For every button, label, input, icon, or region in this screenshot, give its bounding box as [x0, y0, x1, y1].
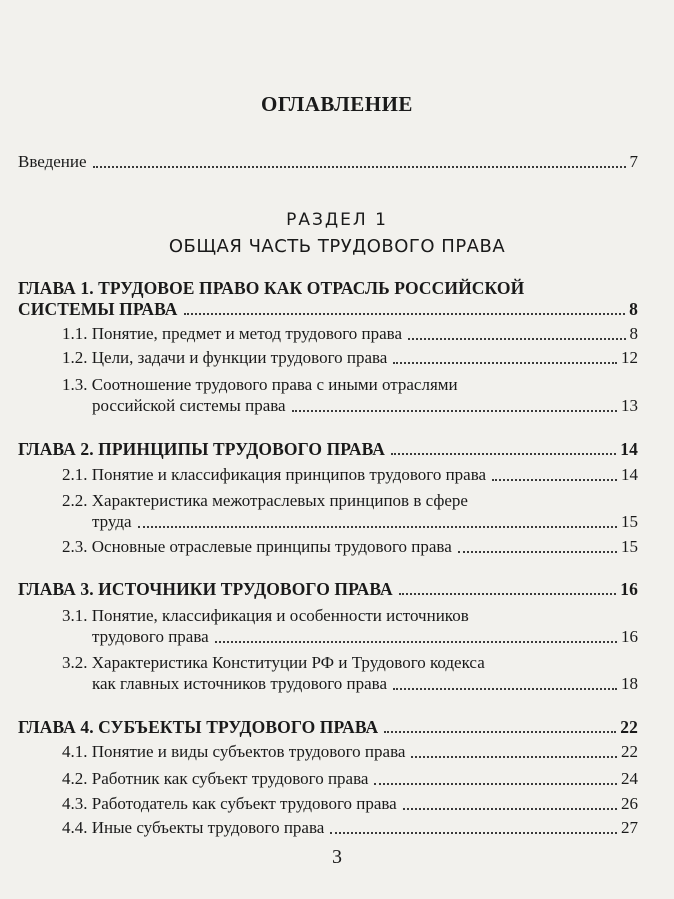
toc-title: ОГЛАВЛЕНИЕ	[261, 92, 413, 116]
entry-label: трудового права	[92, 627, 209, 646]
entry-label: ГЛАВА 2. ПРИНЦИПЫ ТРУДОВОГО ПРАВА	[18, 439, 386, 459]
dot-leader	[408, 338, 625, 340]
entry-page: 22	[620, 717, 638, 737]
entry-page: 24	[621, 769, 638, 788]
page-number: 3	[332, 846, 342, 868]
toc-entry-2-2-first-line: 2.2. Характеристика межотраслевых принципов в сфере	[62, 491, 468, 510]
dot-leader	[384, 731, 616, 733]
toc-entry-4-4[interactable]	[62, 816, 638, 840]
entry-page: 8	[629, 324, 638, 343]
dot-leader	[393, 688, 617, 690]
entry-page: 15	[621, 537, 638, 556]
dot-leader	[184, 313, 626, 315]
toc-entry-chapter-2[interactable]	[18, 437, 638, 461]
toc-entry-1-2[interactable]	[62, 346, 638, 370]
entry-label: 2.1. Понятие и классификация принципов трудового права	[62, 465, 487, 484]
dot-leader	[215, 641, 617, 643]
toc-entry-2-2[interactable]	[92, 510, 638, 534]
dot-leader	[403, 808, 617, 810]
entry-label: 4.2. Работник как субъект трудового права	[62, 769, 369, 788]
toc-entry-1-3[interactable]	[92, 394, 638, 418]
entry-label: как главных источников трудового права	[92, 674, 388, 693]
entry-label: 4.3. Работодатель как субъект трудового права	[62, 794, 397, 813]
toc-entry-3-2[interactable]	[92, 672, 638, 696]
entry-label: СИСТЕМЫ ПРАВА	[18, 299, 178, 319]
entry-page: 13	[621, 396, 638, 415]
dot-leader	[138, 526, 617, 528]
toc-entry-3-2-first-line: 3.2. Характеристика Конституции РФ и Трудового кодекса	[62, 653, 485, 672]
entry-label: Введение	[18, 152, 87, 171]
dot-leader	[393, 362, 617, 364]
entry-label: ГЛАВА 4. СУБЪЕКТЫ ТРУДОВОГО ПРАВА	[18, 717, 379, 737]
entry-label: труда	[92, 512, 132, 531]
entry-page: 12	[621, 348, 638, 367]
toc-entry-3-1-first-line: 3.1. Понятие, классификация и особенности источников	[62, 606, 469, 625]
entry-label: 1.1. Понятие, предмет и метод трудового права	[62, 324, 403, 343]
toc-entry-1-3-first-line: 1.3. Соотношение трудового права с иными отраслями	[62, 375, 458, 394]
dot-leader	[374, 783, 617, 785]
toc-entry-1-1[interactable]	[62, 322, 638, 346]
entry-page: 14	[621, 465, 638, 484]
entry-page: 22	[621, 742, 638, 761]
entry-label: ГЛАВА 3. ИСТОЧНИКИ ТРУДОВОГО ПРАВА	[18, 579, 393, 599]
toc-entry-4-2[interactable]	[62, 767, 638, 791]
toc-entry-4-1[interactable]	[62, 740, 638, 764]
entry-page: 26	[621, 794, 638, 813]
entry-page: 15	[621, 512, 638, 531]
toc-entry-2-1[interactable]	[62, 463, 638, 487]
toc-entry-intro[interactable]	[18, 150, 638, 174]
dot-leader	[93, 166, 626, 168]
entry-label: 2.3. Основные отраслевые принципы трудового права	[62, 537, 452, 556]
entry-page: 16	[620, 579, 638, 599]
chapter-1-title-line: ГЛАВА 1. ТРУДОВОЕ ПРАВО КАК ОТРАСЛЬ РОССИЙСКОЙ	[18, 278, 525, 298]
toc-entry-chapter-4[interactable]	[18, 715, 638, 739]
entry-page: 14	[620, 439, 638, 459]
entry-page: 27	[621, 818, 638, 837]
dot-leader	[292, 410, 617, 412]
dot-leader	[330, 832, 617, 834]
toc-entry-4-3[interactable]	[62, 792, 638, 816]
entry-page: 8	[629, 299, 638, 319]
dot-leader	[411, 756, 617, 758]
entry-page: 16	[621, 627, 638, 646]
toc-entry-chapter-3[interactable]	[18, 577, 638, 601]
entry-page: 7	[629, 152, 638, 171]
section-label: РАЗДЕЛ 1	[286, 210, 388, 230]
entry-page: 18	[621, 674, 638, 693]
entry-label: российской системы права	[92, 396, 286, 415]
toc-entry-2-3[interactable]	[62, 535, 638, 559]
entry-label: 4.4. Иные субъекты трудового права	[62, 818, 325, 837]
section-name: ОБЩАЯ ЧАСТЬ ТРУДОВОГО ПРАВА	[168, 236, 506, 257]
entry-label: 4.1. Понятие и виды субъектов трудового права	[62, 742, 406, 761]
dot-leader	[458, 551, 617, 553]
dot-leader	[399, 593, 617, 595]
dot-leader	[492, 479, 617, 481]
toc-entry-chapter-1[interactable]	[18, 297, 638, 321]
entry-label: 1.2. Цели, задачи и функции трудового права	[62, 348, 388, 367]
dot-leader	[391, 453, 616, 455]
toc-entry-3-1[interactable]	[92, 625, 638, 649]
